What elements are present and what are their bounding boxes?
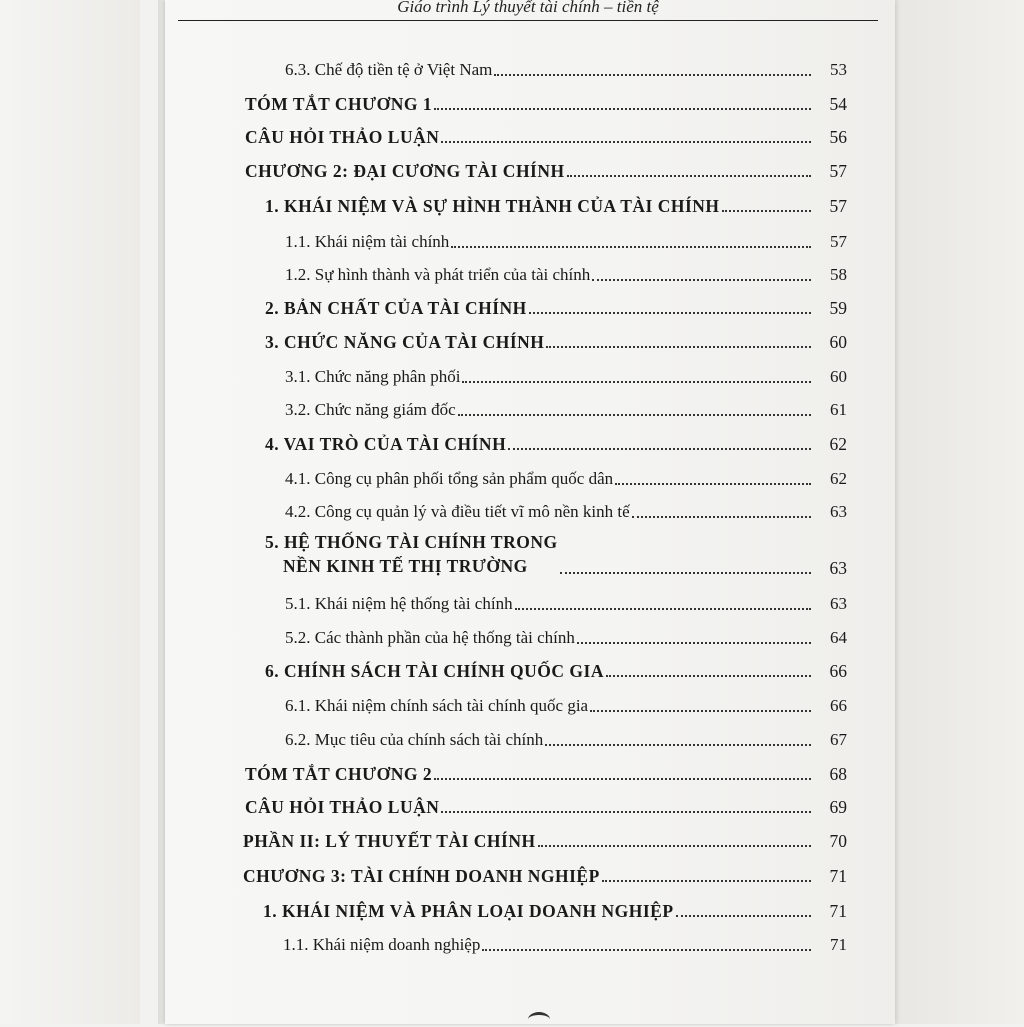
toc-entry: [265, 655, 847, 681]
toc-title: 5.1. Khái niệm hệ thống tài chính: [285, 594, 513, 613]
toc-entry: [245, 155, 847, 181]
toc-title-line-2: NỀN KINH TẾ THỊ TRƯỜNG: [283, 556, 528, 576]
toc-page: 70: [829, 831, 847, 851]
leader-dots: [606, 674, 811, 677]
toc-entry: [265, 326, 847, 352]
toc-page: 71: [829, 866, 847, 886]
toc-page: 62: [830, 469, 847, 488]
leader-dots: [722, 209, 811, 212]
leader-dots: [592, 278, 811, 281]
toc-page: 71: [829, 901, 847, 921]
toc-entry: [285, 724, 847, 750]
toc-entry: [245, 758, 847, 784]
toc-title: 1. KHÁI NIỆM VÀ PHÂN LOẠI DOANH NGHIỆP: [263, 901, 674, 921]
toc-entry: [285, 496, 847, 522]
toc-entry: [283, 929, 847, 955]
toc-title: 4.1. Công cụ phân phối tổng sản phẩm quốc dân: [285, 469, 614, 488]
toc-entry: [243, 860, 847, 886]
toc-entry: [265, 530, 847, 578]
toc-title: PHẦN II: LÝ THUYẾT TÀI CHÍNH: [243, 831, 536, 851]
toc-title: CHƯƠNG 3: TÀI CHÍNH DOANH NGHIỆP: [243, 866, 600, 886]
toc-page: 56: [829, 127, 847, 147]
toc-page: 60: [830, 367, 847, 386]
leader-dots: [434, 107, 811, 110]
leader-dots: [602, 879, 811, 882]
page-number-partial: [528, 1012, 550, 1027]
toc-title: 1.1. Khái niệm tài chính: [285, 232, 450, 251]
toc-page: 69: [829, 797, 847, 817]
leader-dots: [632, 515, 811, 518]
leader-dots: [508, 447, 811, 450]
toc-page: 67: [830, 730, 847, 749]
toc-page: 63: [830, 502, 847, 521]
toc-page: 60: [829, 332, 847, 352]
leader-dots: [441, 140, 811, 143]
toc-page: 61: [830, 400, 847, 419]
toc-title: CHƯƠNG 2: ĐẠI CƯƠNG TÀI CHÍNH: [245, 161, 565, 181]
toc-title: 3.1. Chức năng phân phối: [285, 367, 461, 386]
toc-entry: [285, 226, 847, 252]
toc-title: 4. VAI TRÒ CỦA TÀI CHÍNH: [265, 434, 507, 454]
leader-dots: [545, 743, 811, 746]
toc-entry: [245, 791, 847, 817]
toc-page: 63: [830, 594, 847, 613]
leader-dots: [567, 174, 811, 177]
toc-entry: [285, 690, 847, 716]
leader-dots: [494, 73, 811, 76]
toc-title-line-1: 5. HỆ THỐNG TÀI CHÍNH TRONG: [265, 532, 558, 552]
leader-dots: [482, 948, 811, 951]
leader-dots: [462, 380, 811, 383]
toc-title: TÓM TẮT CHƯƠNG 1: [245, 94, 433, 114]
leader-dots: [538, 844, 811, 847]
toc-entry: [265, 428, 847, 454]
leader-dots: [676, 914, 811, 917]
toc-entry: [285, 622, 847, 648]
toc-title: 6.3. Chế độ tiền tệ ở Việt Nam: [285, 60, 493, 79]
toc-title: 6.2. Mục tiêu của chính sách tài chính: [285, 730, 544, 749]
leader-dots: [615, 482, 811, 485]
toc-page: 58: [830, 265, 847, 284]
leader-dots: [529, 311, 811, 314]
leader-dots: [590, 709, 811, 712]
leader-dots: [434, 777, 811, 780]
running-head: Giáo trình Lý thuyết tài chính – tiền tệ: [178, 0, 878, 21]
toc-page: 66: [830, 696, 847, 715]
toc-title: 3. CHỨC NĂNG CỦA TÀI CHÍNH: [265, 332, 545, 352]
toc-title: 4.2. Công cụ quản lý và điều tiết vĩ mô nền kinh tế: [285, 502, 630, 521]
leader-dots: [577, 641, 811, 644]
toc-page: 57: [830, 232, 847, 251]
toc-title: CÂU HỎI THẢO LUẬN: [245, 797, 440, 817]
toc-title: 6.1. Khái niệm chính sách tài chính quốc gia: [285, 696, 589, 715]
leader-dots: [546, 345, 811, 348]
toc-title: 3.2. Chức năng giám đốc: [285, 400, 456, 419]
toc-title: CÂU HỎI THẢO LUẬN: [245, 127, 440, 147]
toc-title: 1. KHÁI NIỆM VÀ SỰ HÌNH THÀNH CỦA TÀI CHÍNH: [265, 196, 720, 216]
toc-entry: [245, 88, 847, 114]
toc-title: [265, 530, 558, 578]
leader-dots: [515, 607, 811, 610]
toc-page: 59: [829, 298, 847, 318]
toc-entry: [263, 895, 847, 921]
toc-title: 5.2. Các thành phần của hệ thống tài chính: [285, 628, 575, 647]
toc-page: 68: [829, 764, 847, 784]
toc-page: 63: [829, 558, 847, 578]
toc-entry: [285, 259, 847, 285]
toc-entry: [285, 463, 847, 489]
toc-title: 6. CHÍNH SÁCH TÀI CHÍNH QUỐC GIA: [265, 661, 604, 681]
toc-page: 66: [829, 661, 847, 681]
leader-dots: [451, 245, 811, 248]
toc-page: 71: [830, 935, 847, 954]
toc-page: 62: [829, 434, 847, 454]
toc-entry: [265, 190, 847, 216]
toc-page: 57: [829, 196, 847, 216]
toc-entry: [245, 121, 847, 147]
toc-title: 1.2. Sự hình thành và phát triển của tài chính: [285, 265, 591, 284]
leader-dots: [441, 810, 811, 813]
toc-title: TÓM TẮT CHƯƠNG 2: [245, 764, 433, 784]
toc-page: 57: [829, 161, 847, 181]
toc-page: 53: [830, 60, 847, 79]
leader-dots: [458, 413, 811, 416]
toc-entry: [285, 54, 847, 80]
toc-entry: [285, 394, 847, 420]
toc-entry: [285, 361, 847, 387]
toc-entry: [285, 588, 847, 614]
toc-page: 54: [829, 94, 847, 114]
toc-entry: [265, 292, 847, 318]
toc-title: 1.1. Khái niệm doanh nghiệp: [283, 935, 481, 954]
leader-dots: [560, 571, 811, 574]
toc-entry: [243, 825, 847, 851]
toc-page: 64: [830, 628, 847, 647]
toc-title: 2. BẢN CHẤT CỦA TÀI CHÍNH: [265, 298, 527, 318]
